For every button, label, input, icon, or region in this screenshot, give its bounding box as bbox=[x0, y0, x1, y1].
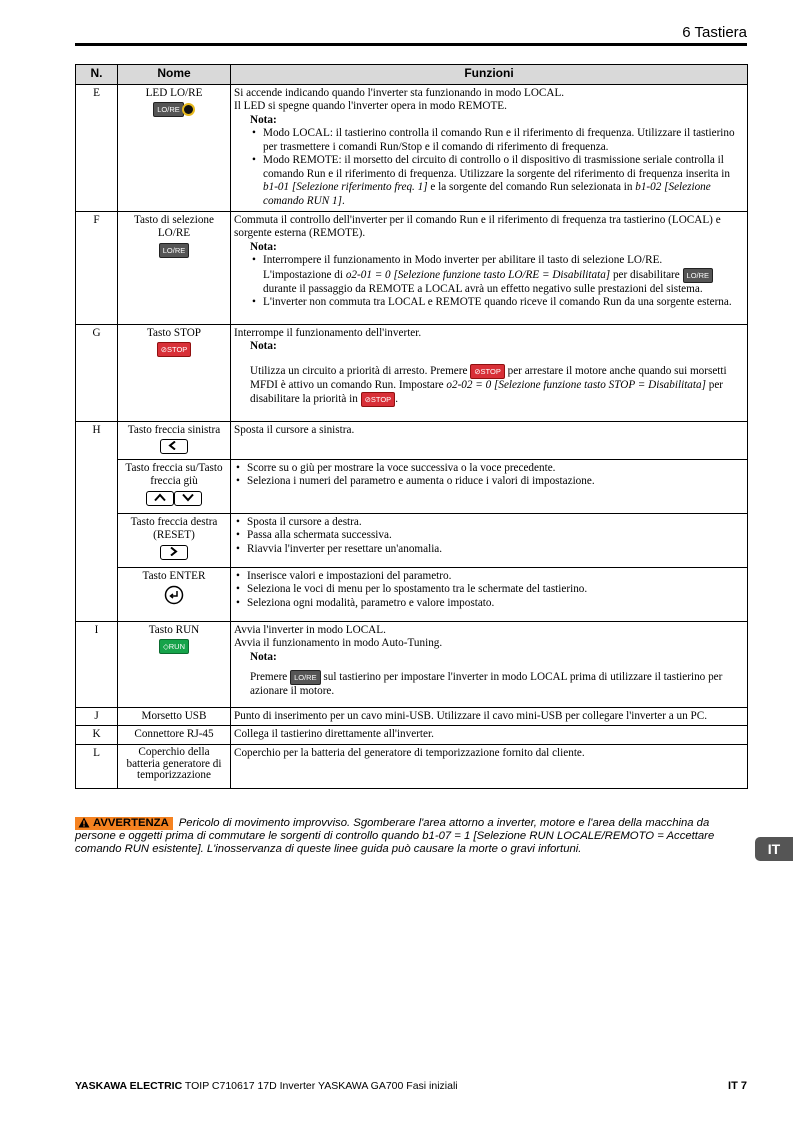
table-row bbox=[76, 85, 748, 212]
row-function bbox=[231, 212, 748, 325]
row-function: Collega il tastierino direttamente all'inverter. bbox=[231, 726, 748, 744]
bullet-item: • Modo REMOTE: il morsetto del circuito di controllo o il dispositivo di trasmissione seriale controlla il comando Run e il riferimento di frequenza. Utilizzare la sorgente del riferimento di frequenza inserita in b1-01 [Selezione riferimento freq. 1] e la sorgente del comando Run selezionata in b1-02 [Selezione comando RUN 1]. bbox=[263, 154, 744, 208]
function-text: Premere LO/RE sul tastierino per impostare l'inverter in modo LOCAL prima di utilizzare il tastierino per azionare il motore. bbox=[250, 671, 723, 698]
function-text: Interrompe il funzionamento dell'inverter. bbox=[234, 327, 422, 339]
bullet-item: • Sposta il cursore a destra. bbox=[247, 516, 744, 529]
enter-key-icon bbox=[164, 585, 184, 605]
row-name: Tasto ENTER bbox=[142, 570, 206, 582]
warning-text: Pericolo di movimento improvviso. Sgomberare l'area attorno a inverter, motore e l'area della macchina da persone e oggetti prima di commutare le sorgenti di controllo quando b1-07 = 1 [Selezione RUN LOCALE/REMOTO = Accettare comando RUN esistente]. L'inosservanza di queste linee guida può causare la morte o gravi infortuni. bbox=[75, 817, 715, 855]
bullet-item: • Inserisce valori e impostazioni del parametro. bbox=[247, 570, 744, 583]
table-row bbox=[76, 422, 748, 460]
function-text: Si accende indicando quando l'inverter sta funzionando in modo LOCAL. bbox=[234, 87, 565, 99]
bullet-item: • Seleziona le voci di menu per lo spostamento tra le schermate del tastierino. bbox=[247, 583, 744, 596]
warning-label: AVVERTENZA bbox=[75, 817, 173, 830]
function-text: Commuta il controllo dell'inverter per il comando Run e il riferimento di frequenza tra tastierino (LOCAL) e sorgente esterna (REMOTE). bbox=[234, 214, 721, 240]
row-name: Tasto freccia sinistra bbox=[127, 424, 221, 436]
row-function bbox=[231, 568, 748, 622]
lore-key-label: LO/RE bbox=[153, 102, 184, 117]
row-name: Tasto RUN bbox=[148, 624, 200, 636]
bullet-item: • Passa alla schermata successiva. bbox=[247, 529, 744, 542]
bullet-item: • Seleziona ogni modalità, parametro e valore impostato. bbox=[247, 597, 744, 610]
language-tab: IT bbox=[755, 837, 793, 861]
run-key-icon: ◇RUN bbox=[159, 639, 189, 654]
row-function bbox=[231, 460, 748, 514]
function-text: L'impostazione di o2-01 = 0 [Selezione funzione tasto LO/RE = Disabilitata] per disabilitare LO/RE durante il passaggio da REMOTE a LOCAL avrà un effetto negativo sulle prestazioni del sistema. bbox=[250, 268, 744, 296]
row-name: Tasto freccia destra (RESET) bbox=[130, 516, 218, 542]
table-row bbox=[76, 708, 748, 726]
table-row bbox=[76, 325, 748, 422]
up-arrow-key-icon bbox=[146, 491, 174, 506]
row-function: Punto di inserimento per un cavo mini-USB. Utilizzare il cavo mini-USB per collegare l'inverter a un PC. bbox=[231, 708, 748, 726]
led-indicator-icon bbox=[182, 103, 195, 116]
row-name-cell bbox=[118, 85, 231, 212]
note-label: Nota: bbox=[250, 240, 277, 253]
row-name: LED LO/RE bbox=[145, 87, 203, 99]
header-funzioni: Funzioni bbox=[231, 65, 748, 85]
row-number: K bbox=[76, 726, 118, 744]
table-row bbox=[76, 744, 748, 788]
function-text: Avvia l'inverter in modo LOCAL. bbox=[234, 624, 386, 636]
warning-triangle-icon bbox=[78, 817, 90, 828]
row-function bbox=[231, 622, 748, 708]
row-name-cell bbox=[118, 568, 231, 622]
right-arrow-key-icon bbox=[160, 545, 188, 560]
header-n: N. bbox=[76, 65, 118, 85]
bullet-item: • Interrompere il funzionamento in Modo inverter per abilitare il tasto di selezione LO/RE. bbox=[263, 254, 744, 267]
row-name-cell bbox=[118, 212, 231, 325]
note-label: Nota: bbox=[250, 650, 277, 663]
lore-led-icon bbox=[153, 102, 195, 117]
row-name: Morsetto USB bbox=[118, 708, 231, 726]
bullet-item: • Scorre su o giù per mostrare la voce successiva o la voce precedente. bbox=[247, 462, 744, 475]
page-header-title: 6 Tastiera bbox=[682, 24, 747, 41]
row-name: Coperchio della batteria generatore di temporizzazione bbox=[118, 744, 231, 788]
row-name-cell bbox=[118, 622, 231, 708]
row-name-cell bbox=[118, 514, 231, 568]
bullet-item: • Riavvia l'inverter per resettare un'anomalia. bbox=[247, 543, 744, 556]
lore-key-icon: LO/RE bbox=[159, 243, 190, 258]
table-row bbox=[76, 726, 748, 744]
row-function bbox=[231, 325, 748, 422]
row-name: Tasto STOP bbox=[146, 327, 202, 339]
row-number: L bbox=[76, 744, 118, 788]
row-function bbox=[231, 514, 748, 568]
stop-key-icon: ⊘STOP bbox=[361, 392, 396, 407]
keypad-functions-table bbox=[75, 64, 748, 789]
row-number: I bbox=[76, 622, 118, 708]
bullet-item: • L'inverter non commuta tra LOCAL e REMOTE quando riceve il comando Run da una sorgente esterna. bbox=[263, 296, 744, 309]
row-number: E bbox=[76, 85, 118, 212]
row-number: F bbox=[76, 212, 118, 325]
row-name-cell bbox=[118, 460, 231, 514]
footer-doc-info: YASKAWA ELECTRIC TOIP C710617 17D Inverter YASKAWA GA700 Fasi iniziali bbox=[75, 1080, 458, 1092]
down-arrow-key-icon bbox=[174, 491, 202, 506]
row-name-cell bbox=[118, 325, 231, 422]
stop-key-icon: ⊘STOP bbox=[157, 342, 192, 357]
table-row bbox=[76, 514, 748, 568]
row-name: Tasto di selezione LO/RE bbox=[134, 214, 214, 240]
function-text: Il LED si spegne quando l'inverter opera in modo REMOTE. bbox=[234, 100, 507, 113]
row-name-cell bbox=[118, 422, 231, 460]
table-header-row bbox=[76, 65, 748, 85]
table-row bbox=[76, 212, 748, 325]
row-function: Sposta il cursore a sinistra. bbox=[231, 422, 748, 460]
row-number: H bbox=[76, 422, 118, 622]
function-text: Utilizza un circuito a priorità di arresto. Premere ⊘STOP per arrestare il motore anche quando sui morsetti MFDI è attivo un comando Run. Impostare o2-02 = 0 [Selezione funzione tasto STOP = Disabilitata] per disabilitare la priorità in ⊘STOP . bbox=[250, 364, 727, 406]
table-row bbox=[76, 460, 748, 514]
warning-box bbox=[75, 817, 748, 856]
row-number: G bbox=[76, 325, 118, 422]
lore-key-icon: LO/RE bbox=[290, 670, 321, 685]
lore-key-icon: LO/RE bbox=[683, 268, 714, 283]
row-name: Tasto freccia su/Tasto freccia giù bbox=[125, 462, 223, 488]
bullet-item: • Modo LOCAL: il tastierino controlla il comando Run e il riferimento di frequenza. Utilizzare il tastierino per trasmettere i comandi Run/Stop e il comando di riferimento di frequenza. bbox=[263, 127, 744, 154]
row-function bbox=[231, 85, 748, 212]
stop-key-icon: ⊘STOP bbox=[470, 364, 505, 379]
header-nome: Nome bbox=[118, 65, 231, 85]
header-rule bbox=[75, 43, 747, 46]
bullet-item: • Seleziona i numeri del parametro e aumenta o riduce i valori di impostazione. bbox=[247, 475, 744, 488]
row-name: Connettore RJ-45 bbox=[118, 726, 231, 744]
table-row bbox=[76, 622, 748, 708]
footer-page-number: IT 7 bbox=[728, 1080, 747, 1092]
table-row bbox=[76, 568, 748, 622]
row-number: J bbox=[76, 708, 118, 726]
row-function: Coperchio per la batteria del generatore di temporizzazione fornito dal cliente. bbox=[231, 744, 748, 788]
function-text: Avvia il funzionamento in modo Auto-Tuning. bbox=[234, 637, 443, 650]
left-arrow-key-icon bbox=[160, 439, 188, 454]
note-label: Nota: bbox=[250, 113, 277, 126]
note-label: Nota: bbox=[250, 340, 277, 353]
